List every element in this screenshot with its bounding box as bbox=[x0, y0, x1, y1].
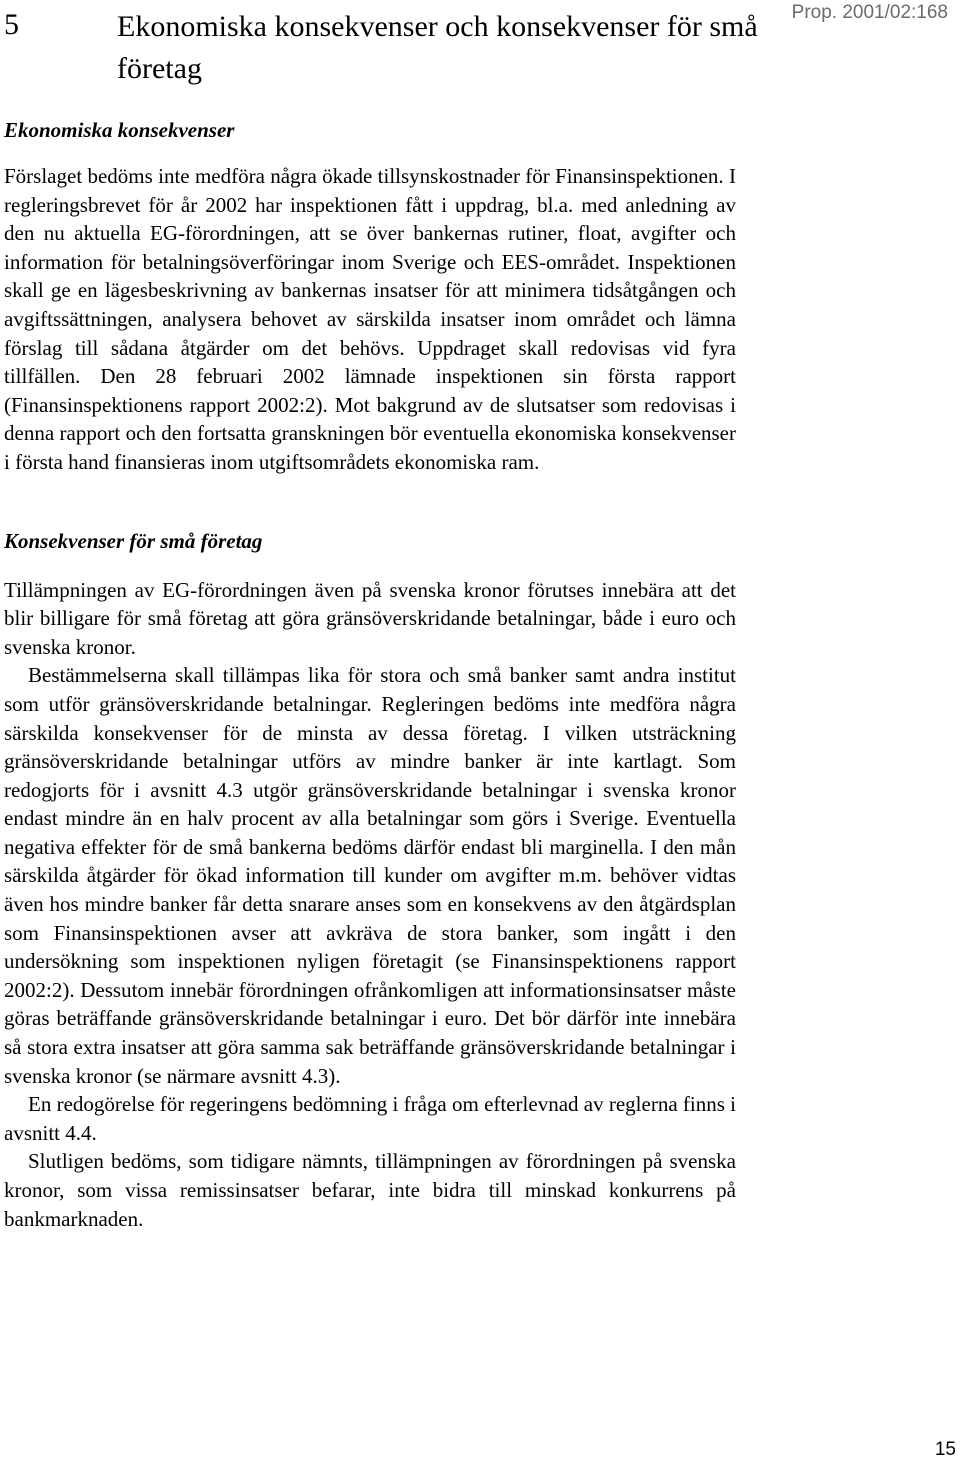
proposition-reference: Prop. 2001/02:168 bbox=[791, 2, 948, 23]
chapter-number: 5 bbox=[4, 8, 19, 41]
chapter-title: Ekonomiska konsekvenser och konsekvenser för små företag bbox=[117, 10, 758, 85]
page-number: 15 bbox=[934, 1439, 956, 1460]
document-body bbox=[4, 116, 736, 1233]
section-heading-small-business-consequences: Konsekvenser för små företag bbox=[4, 528, 263, 553]
paragraph-small-business-1: Tillämpningen av EG-förordningen även på svenska kronor förutses innebära att det blir billigare för små företag att göra gränsöverskridande betalningar, både i euro och svenska kronor. bbox=[4, 577, 736, 659]
paragraph-small-business-2: Bestämmelserna skall tillämpas lika för stora och små banker samt andra institut som utför gränsöverskridande betalningar. Regleringen bedöms inte medföra några särskilda konsekvenser för de minsta av dessa företag. I vilken utsträckning gränsöverskridande betalningar utförs av mindre banker är inte kartlagt. Som redogjorts för i avsnitt 4.3 utgör gränsöverskridande betalningar i svenska kronor endast mindre än en halv procent av alla betalningar som görs i Sverige. Eventuella negativa effekter för de små bankerna bedöms därför endast bli marginella. I den mån särskilda åtgärder för ökad information till kunder om avgifter m.m. behöver vidtas även hos mindre banker får detta snarare anses som en konsekvens av den åtgärdsplan som Finansinspektionen avser att avkräva de stora banker, som ingått i den undersökning som inspektionen nyligen företagit (se Finansinspektionens rapport 2002:2). Dessutom innebär förordningen ofrånkomligen att informationsinsatser måste göras beträffande gränsöverskridande betalningar i euro. Det bör därför inte innebära så stora extra insatser att göra samma sak beträffande gränsöverskridande betalningar i svenska kronor (se närmare avsnitt 4.3). bbox=[4, 663, 736, 1088]
paragraph-economic-consequences: Förslaget bedöms inte medföra några ökade tillsynskostnader för Finansinspektionen. I regleringsbrevet för år 2002 har inspektionen fått i uppdrag, bl.a. med anledning av den nu aktuella EG-förordningen, att se över bankernas rutiner, float, avgifter och information för betalningsöverföringar inom Sverige och EES-området. Inspektionen skall ge en lägesbeskrivning av bankernas insatser för att minimera tidsåtgången och avgiftssättningen, analysera behovet av särskilda insatser inom området och lämna förslag till sådana åtgärder om det behövs. Uppdraget skall redovisas vid fyra tillfällen. Den 28 februari 2002 lämnade inspektionen sin första rapport (Finansinspektionens rapport 2002:2). Mot bakgrund av de slutsatser som redovisas i denna rapport och den fortsatta granskningen bör eventuella ekonomiska konsekvenser i första hand finansieras inom utgiftsområdets ekonomiska ram. bbox=[4, 164, 736, 474]
paragraph-small-business-4: Slutligen bedöms, som tidigare nämnts, tillämpningen av förordningen på svenska kronor, som vissa remissinsatser befarar, inte bidra till minskad konkurrens på bankmarknaden. bbox=[4, 1149, 736, 1231]
paragraph-small-business-3: En redogörelse för regeringens bedömning i fråga om efterlevnad av reglerna finns i avsnitt 4.4. bbox=[4, 1092, 736, 1145]
section-heading-economic-consequences: Ekonomiska konsekvenser bbox=[4, 118, 235, 142]
